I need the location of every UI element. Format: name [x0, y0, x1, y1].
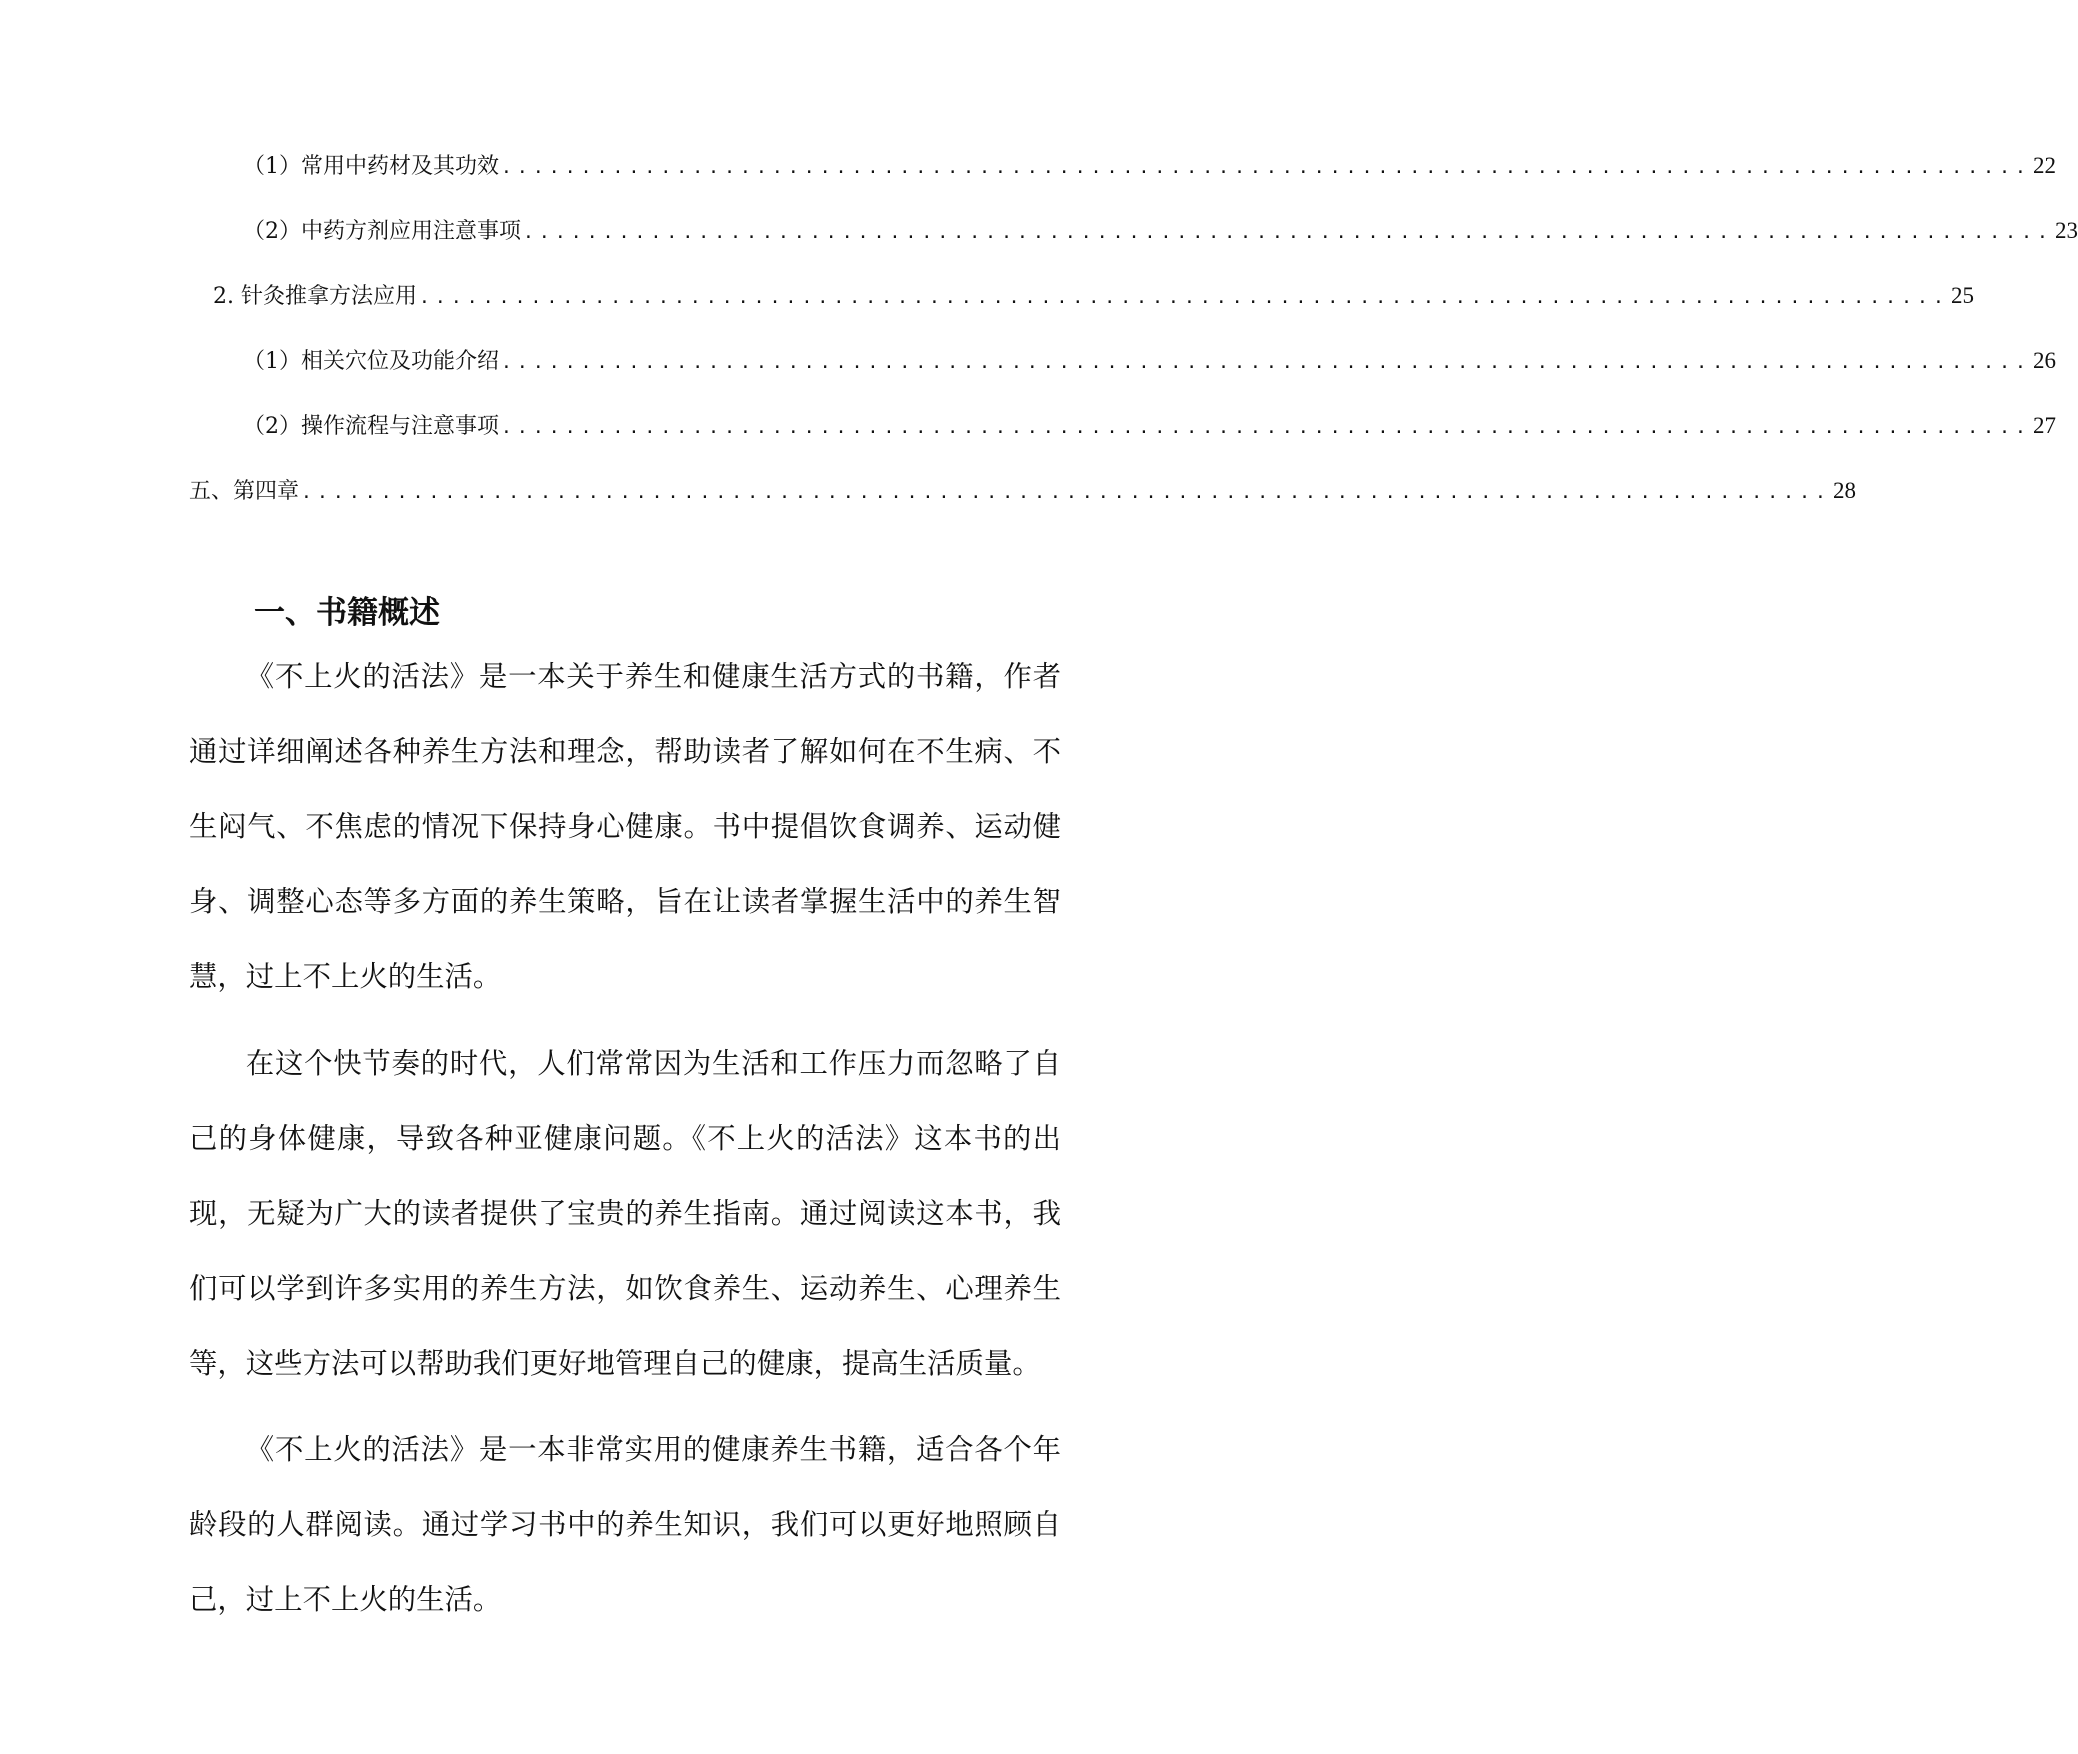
toc-entry[interactable] — [243, 214, 2078, 248]
toc-page-number: 23 — [2054, 218, 2078, 243]
toc-leader-dots: ................................................................................................ — [301, 482, 1831, 503]
toc-page-number: 27 — [2032, 413, 2056, 438]
toc-entry[interactable] — [213, 279, 1974, 313]
toc-entry-title: 2. 针灸推拿方法应用 — [213, 284, 417, 309]
toc-leader-dots: ................................................................................................ — [501, 157, 2031, 178]
toc-page-number: 28 — [1832, 478, 1856, 503]
toc-entry-title: （2）中药方剂应用注意事项 — [243, 219, 521, 244]
body-paragraph: 在这个快节奏的时代，人们常常因为生活和工作压力而忽略了自己的身体健康，导致各种亚健康问题。《不上火的活法》这本书的出现，无疑为广大的读者提供了宝贵的养生指南。通过阅读这本书，我们可以学到许多实用的养生方法，如饮食养生、运动养生、心理养生等，这些方法可以帮助我们更好地管理自己的健康，提高生活质量。 — [189, 1047, 1061, 1380]
toc-entry-title: （1）相关穴位及功能介绍 — [243, 349, 499, 374]
toc-entry-title: （1）常用中药材及其功效 — [243, 154, 499, 179]
toc-entry[interactable] — [243, 344, 2056, 378]
body-paragraph: 《不上火的活法》是一本关于养生和健康生活方式的书籍，作者通过详细阐述各种养生方法和理念，帮助读者了解如何在不生病、不生闷气、不焦虑的情况下保持身心健康。书中提倡饮食调养、运动健身、调整心态等多方面的养生策略，旨在让读者掌握生活中的养生智慧，过上不上火的生活。 — [189, 660, 1061, 993]
toc-entry-title: 五、第四章 — [189, 479, 300, 504]
toc-leader-dots: ................................................................................................ — [501, 352, 2031, 373]
toc-leader-dots: ................................................................................................ — [418, 287, 1949, 308]
toc-page-number: 26 — [2032, 348, 2056, 373]
body-paragraph: 《不上火的活法》是一本非常实用的健康养生书籍，适合各个年龄段的人群阅读。通过学习书中的养生知识，我们可以更好地照顾自己，过上不上火的生活。 — [189, 1433, 1061, 1616]
toc-entry[interactable] — [243, 149, 2056, 183]
section-heading: 一、书籍概述 — [254, 594, 440, 631]
toc-leader-dots: ................................................................................................ — [501, 417, 2031, 438]
toc-entry[interactable] — [243, 409, 2056, 443]
toc-page-number: 22 — [2032, 153, 2056, 178]
toc-leader-dots: ................................................................................................ — [523, 222, 2053, 243]
toc-entry[interactable] — [189, 474, 1856, 508]
toc-page-number: 25 — [1950, 283, 1974, 308]
toc-entry-title: （2）操作流程与注意事项 — [243, 414, 499, 439]
